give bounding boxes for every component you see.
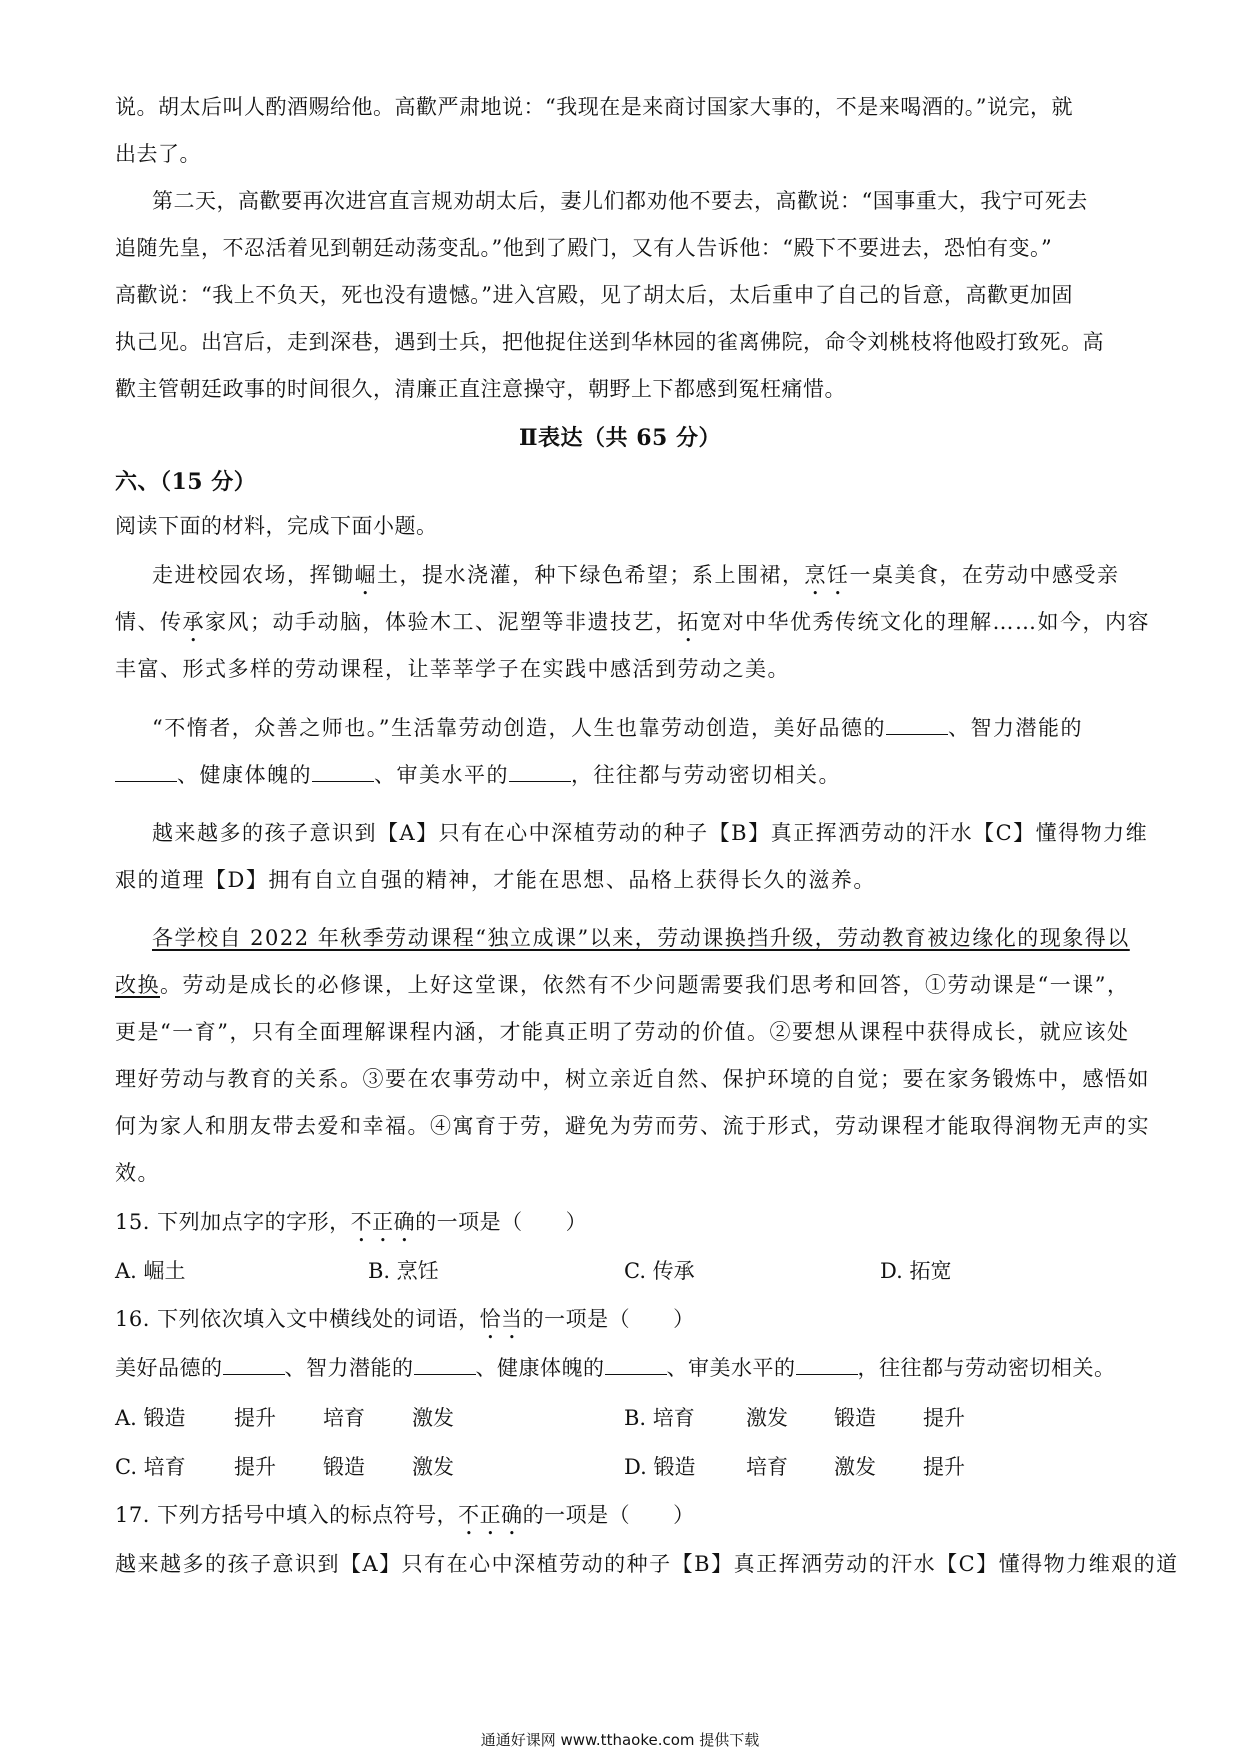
text: 家风；动手动脑，体验木工、泥塑等非遗技艺， [205, 610, 678, 634]
material-line [115, 607, 1150, 647]
blank-line [886, 714, 948, 735]
q16-option-a-2: 提升 [234, 1406, 276, 1430]
blank-line [223, 1354, 285, 1375]
blank-line [605, 1354, 667, 1375]
text: 、健康体魄的 [475, 1356, 605, 1380]
q16-option-b-3: 锻造 [834, 1406, 876, 1430]
q17-stem: 越来越多的孩子意识到【A】只有在心中深植劳动的种子【B】真正挥洒劳动的汗水【C】懂得物力维艰的道 [115, 1552, 1179, 1576]
dotted-char: 烹饪 [804, 563, 850, 587]
text: 、智力潜能的 [284, 1356, 414, 1380]
material-line: 更是“一育”，只有全面理解课程内涵，才能真正明了劳动的价值。②要想从课程中获得成长，就应该处 [115, 1020, 1130, 1044]
blank-line [796, 1354, 858, 1375]
material-line [115, 760, 1125, 790]
q15-option-b: B. 烹饪 [368, 1259, 439, 1283]
story-line: 歡主管朝廷政事的时间很久，清廉正直注意操守，朝野上下都感到冤枉痛惜。 [115, 377, 846, 401]
q16-option-c-2: 提升 [234, 1455, 276, 1479]
q15-option-c: C. 传承 [624, 1259, 695, 1283]
q15-option-d: D. 拓宽 [880, 1259, 952, 1283]
q16-option-a-1: A. 锻造 [115, 1406, 186, 1430]
blank-line [312, 761, 374, 782]
q16-option-d-3: 激发 [834, 1455, 876, 1479]
q16-option-b-2: 激发 [746, 1406, 788, 1430]
question-17 [115, 1500, 1125, 1540]
part-title: 六、（15 分） [115, 469, 257, 495]
text: 的一项是（ ） [522, 1503, 695, 1527]
q16-option-c-4: 激发 [412, 1455, 454, 1479]
text: 宽对中华优秀传统文化的理解……如今，内容 [700, 610, 1150, 634]
text: 、智力潜能的 [947, 716, 1083, 740]
story-line: 追随先皇，不忍活着见到朝廷动荡变乱。”他到了殿门，又有人告诉他：“殿下不要进去，恐怕有变。” [115, 236, 1053, 260]
material-line: 理好劳动与教育的关系。③要在农事劳动中，树立亲近自然、保护环境的自觉；要在家务锻炼中，感悟如 [115, 1067, 1150, 1091]
material-paragraph-1 [152, 560, 1125, 600]
text: 、审美水平的 [374, 763, 509, 787]
story-line: 第二天，高歡要再次进宫直言规劝胡太后，妻儿们都劝他不要去，高歡说：“国事重大，我宁可死去 [152, 189, 1088, 213]
q16-option-a-4: 激发 [412, 1406, 454, 1430]
text: 、审美水平的 [666, 1356, 796, 1380]
dotted-text: 不正确 [350, 1210, 416, 1234]
story-line: 执己见。出宫后，走到深巷，遇到士兵，把他捉住送到华林园的雀离佛院，命令刘桃枝将他殴打致死。高 [115, 330, 1104, 354]
text: 15. 下列加点字的字形， [115, 1210, 351, 1234]
text: 的一项是（ ） [415, 1210, 588, 1234]
material-line: 丰富、形式多样的劳动课程，让莘莘学子在实践中感活到劳动之美。 [115, 657, 790, 681]
q16-option-b-4: 提升 [923, 1406, 965, 1430]
text: 。劳动是成长的必修课，上好这堂课，依然有不少问题需要我们思考和回答，①劳动课是“一课”， [160, 973, 1130, 997]
dotted-char: 承 [182, 610, 205, 634]
text: 情、传 [115, 610, 183, 634]
question-16 [115, 1304, 1125, 1344]
text: ，往往都与劳动密切相关。 [571, 763, 841, 787]
underlined-text: 改换 [115, 973, 160, 997]
text: “不惰者，众善之师也。”生活靠劳动创造，人生也靠劳动创造，美好品德的 [152, 716, 886, 740]
dotted-char: 拓 [677, 610, 700, 634]
text: 、健康体魄的 [177, 763, 312, 787]
dotted-text: 恰当 [479, 1307, 523, 1331]
q16-stem [115, 1353, 1125, 1383]
text: 土，提水浇灌，种下绿色希望；系上围裙， [377, 563, 805, 587]
material-paragraph-3: 越来越多的孩子意识到【A】只有在心中深植劳动的种子【B】真正挥洒劳动的汗水【C】懂得物力维 [152, 821, 1149, 845]
q16-option-c-1: C. 培育 [115, 1455, 186, 1479]
text: 的一项是（ ） [522, 1307, 695, 1331]
text: 走进校园农场，挥锄 [152, 563, 355, 587]
page-footer: 通通好课网 www.tthaoke.com 提供下载 [480, 1731, 760, 1749]
q16-option-a-3: 培育 [323, 1406, 365, 1430]
section-title: Ⅱ表达（共 65 分） [519, 425, 721, 451]
material-line: 效。 [115, 1161, 160, 1185]
material-paragraph-2 [152, 713, 1125, 743]
q16-option-d-4: 提升 [923, 1455, 965, 1479]
instruction: 阅读下面的材料，完成下面小题。 [115, 514, 438, 538]
q16-option-c-3: 锻造 [323, 1455, 365, 1479]
text: 一桌美食，在劳动中感受亲 [849, 563, 1120, 587]
q16-option-d-1: D. 锻造 [624, 1455, 696, 1479]
q15-option-a: A. 崛土 [115, 1259, 186, 1283]
blank-line [115, 761, 177, 782]
question-15 [115, 1207, 1125, 1247]
text: 17. 下列方括号中填入的标点符号， [115, 1503, 459, 1527]
story-line: 高歡说：“我上不负天，死也没有遗憾。”进入宫殿，见了胡太后，太后重申了自己的旨意，高歡更加固 [115, 283, 1073, 307]
text: 美好品德的 [115, 1356, 223, 1380]
dotted-text: 不正确 [458, 1503, 523, 1527]
blank-line [414, 1354, 476, 1375]
text: ，往往都与劳动密切相关。 [857, 1356, 1116, 1380]
q16-option-b-1: B. 培育 [624, 1406, 695, 1430]
material-line [115, 970, 1130, 1000]
story-line: 出去了。 [115, 142, 201, 166]
dotted-char: 崛 [354, 563, 377, 587]
text: 16. 下列依次填入文中横线处的词语， [115, 1307, 480, 1331]
q16-option-d-2: 培育 [746, 1455, 788, 1479]
material-paragraph-4: 各学校自 2022 年秋季劳动课程“独立成课”以来，劳动课换挡升级，劳动教育被边缘化的现象得以 [152, 926, 1130, 950]
blank-line [509, 761, 571, 782]
story-line: 说。胡太后叫人酌酒赐给他。高歡严肃地说：“我现在是来商讨国家大事的，不是来喝酒的。”说完，就 [115, 95, 1073, 119]
material-line: 何为家人和朋友带去爱和幸福。④寓育于劳，避免为劳而劳、流于形式，劳动课程才能取得润物无声的实 [115, 1114, 1150, 1138]
material-line: 艰的道理【D】拥有自立自强的精神，才能在思想、品格上获得长久的滋养。 [115, 868, 876, 892]
